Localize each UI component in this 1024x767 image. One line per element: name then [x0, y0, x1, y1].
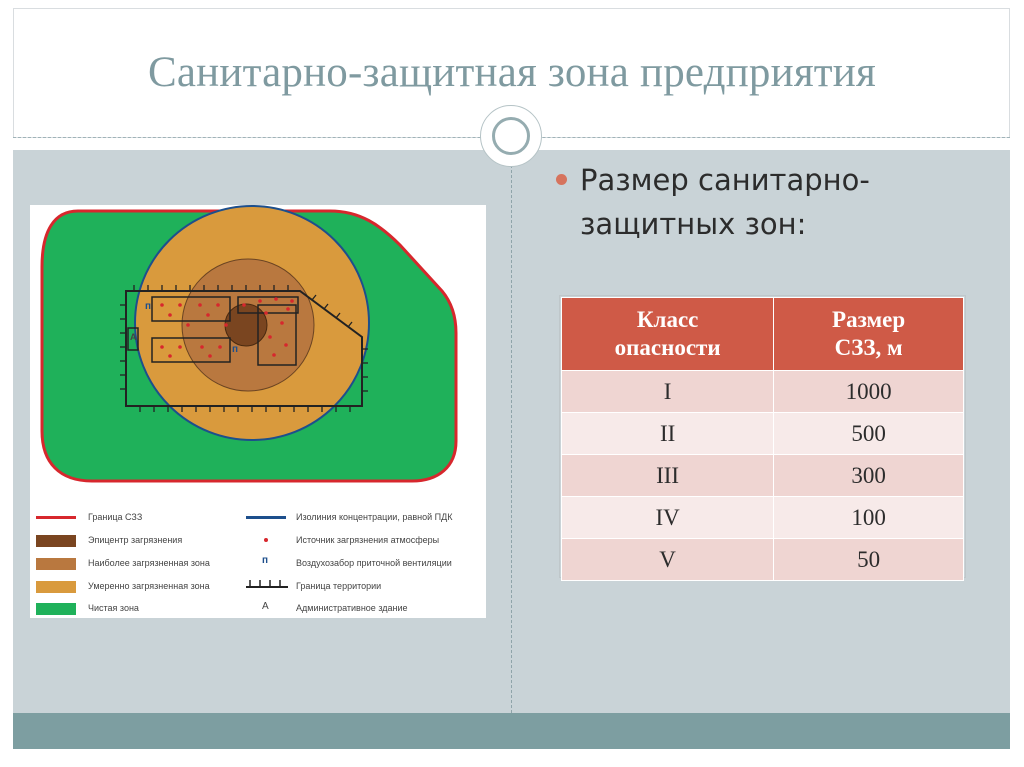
table-row	[562, 413, 964, 455]
table-row	[562, 539, 964, 581]
szz-size-table	[561, 297, 964, 581]
slide-title: Санитарно-защитная зона предприятия	[147, 49, 876, 96]
bullet-dot-icon	[556, 174, 567, 185]
intake-marker: п	[145, 301, 152, 312]
legend-most-polluted-swatch	[36, 558, 76, 570]
header-hazard-class: Класс опасности	[562, 298, 774, 371]
cell-size: 100	[774, 497, 964, 539]
legend-label: Административное здание	[296, 603, 408, 613]
epicenter	[225, 304, 267, 346]
legend-hatched-line-icon	[246, 577, 288, 589]
legend-source-dot-icon	[264, 538, 268, 542]
legend-label: Наиболее загрязненная зона	[88, 558, 210, 568]
building-a-label: А	[130, 332, 137, 342]
legend-building-icon: А	[262, 601, 269, 612]
cell-size: 500	[774, 413, 964, 455]
legend-epicenter-swatch	[36, 535, 76, 547]
legend-label: Чистая зона	[88, 603, 139, 613]
intake-marker: п	[232, 344, 239, 355]
cell-class: IV	[562, 497, 774, 539]
legend-szz-border	[36, 516, 76, 519]
legend-label: Умеренно загрязненная зона	[88, 581, 210, 591]
legend-label: Эпицентр загрязнения	[88, 535, 183, 545]
cell-class: III	[562, 455, 774, 497]
legend-clean-swatch	[36, 603, 76, 615]
vertical-divider	[511, 150, 512, 713]
legend-label: Воздухозабор приточной вентиляции	[296, 558, 452, 568]
legend-label: Граница территории	[296, 581, 382, 591]
cell-class: I	[562, 371, 774, 413]
bullet-text: Размер санитарно-защитных зон:	[580, 163, 870, 241]
table-row	[562, 455, 964, 497]
cell-class: V	[562, 539, 774, 581]
footer-bar	[13, 713, 1010, 749]
cell-size: 300	[774, 455, 964, 497]
szz-map	[30, 205, 486, 618]
legend-label: Источник загрязнения атмосферы	[296, 535, 440, 545]
legend-label: Изолиния концентрации, равной ПДК	[296, 512, 453, 522]
table-row	[562, 497, 964, 539]
legend-label: Граница СЗЗ	[88, 512, 143, 522]
legend-intake-icon: п	[262, 555, 269, 566]
legend-moderate-swatch	[36, 581, 76, 593]
cell-size: 50	[774, 539, 964, 581]
table-row	[562, 371, 964, 413]
cell-size: 1000	[774, 371, 964, 413]
szz-map-panel	[30, 205, 486, 618]
ornament-ring-icon	[492, 117, 530, 155]
header-szz-size: Размер СЗЗ, м	[774, 298, 964, 371]
legend-isoline	[246, 516, 286, 519]
cell-class: II	[562, 413, 774, 455]
